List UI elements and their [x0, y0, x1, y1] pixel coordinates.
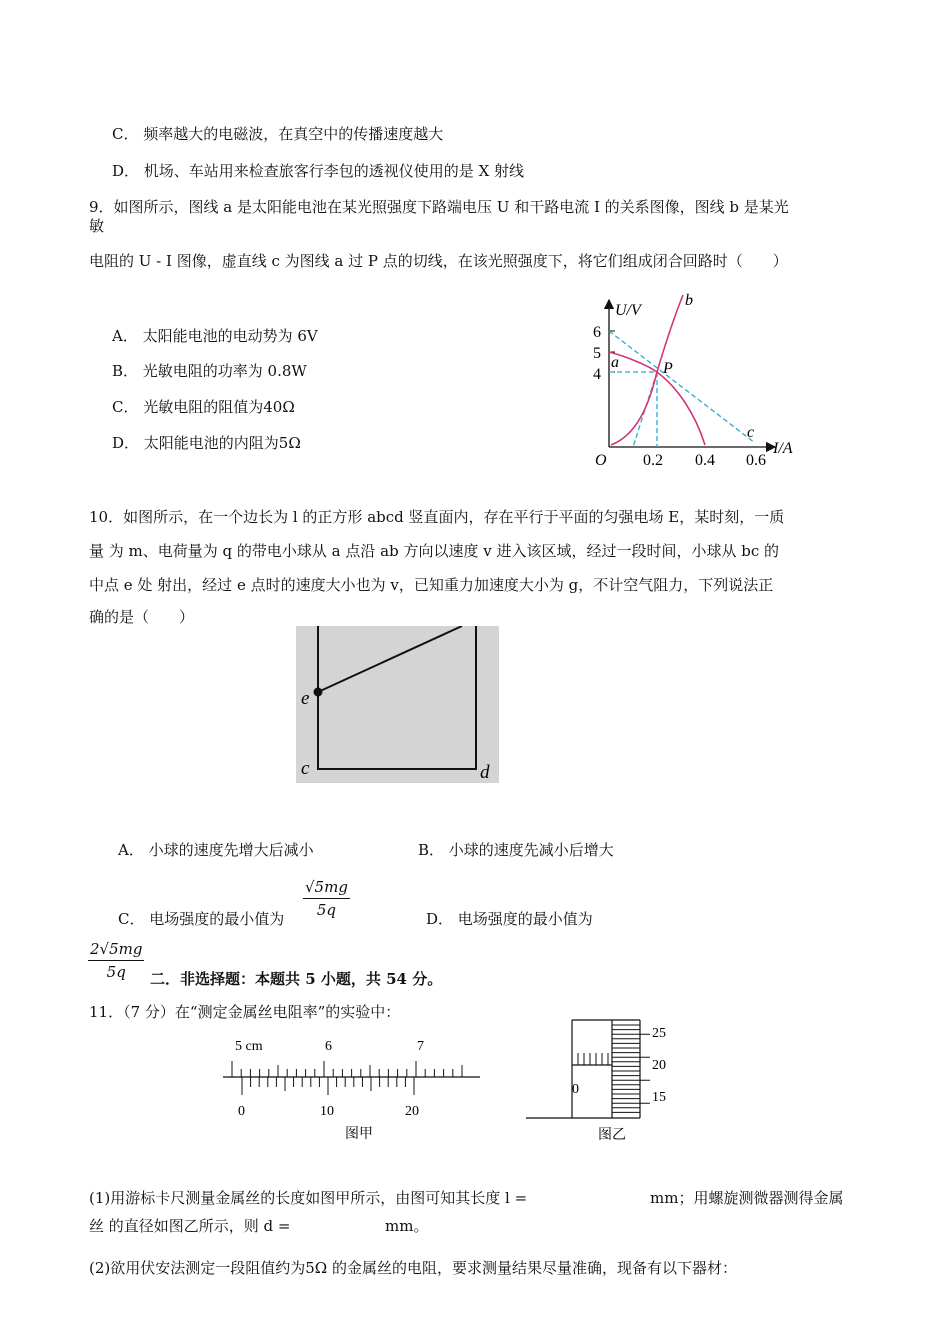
vernier-caliper-figure	[215, 1035, 490, 1147]
fig-label-d: d	[480, 762, 490, 783]
q11-part1-line1a: (1)用游标卡尺测量金属丝的长度如图甲所示，由图可知其长度 l =	[89, 1189, 528, 1207]
q10-option-a: A． 小球的速度先增大后减小	[118, 841, 314, 859]
q9-stem-line2: 敏	[89, 217, 105, 235]
fraction-denominator: 5q	[106, 963, 126, 981]
label-b: b	[685, 292, 693, 309]
main-scale-label-5cm: 5 cm	[235, 1039, 263, 1054]
fraction-numerator: 2√5mg	[88, 940, 144, 961]
q10-stem-line1: 10．如图所示，在一个边长为 l 的正方形 abcd 竖直面内，存在平行于平面的匀强电场 E，某时刻，一质	[89, 508, 785, 526]
micrometer-figure	[522, 1015, 692, 1147]
q10-option-d: D． 电场强度的最小值为	[426, 910, 593, 928]
q10-option-c: C． 电场强度的最小值为	[118, 910, 285, 928]
thimble-label-20: 20	[652, 1058, 666, 1073]
q9-ui-graph	[585, 285, 810, 475]
q11-stem: 11．（7 分）在“测定金属丝电阻率”的实验中：	[89, 1003, 401, 1021]
vernier-label-0: 0	[238, 1104, 245, 1119]
y-tick-4: 4	[593, 366, 601, 383]
fraction-numerator: √5mg	[303, 878, 350, 899]
point-e	[314, 688, 323, 697]
origin-label: O	[595, 452, 607, 469]
q8-option-c: C． 频率越大的电磁波，在真空中的传播速度越大	[112, 125, 444, 143]
micrometer-zero-label: 0	[572, 1082, 579, 1097]
label-P: P	[663, 360, 673, 377]
q9-option-d: D． 太阳能电池的内阻为5Ω	[112, 434, 301, 452]
vernier-label-20: 20	[405, 1104, 419, 1119]
q11-part2: (2)欲用伏安法测定一段阻值约为5Ω 的金属丝的电阻，要求测量结果尽量准确，现备有以下器材：	[89, 1259, 737, 1277]
vernier-label-10: 10	[320, 1104, 334, 1119]
main-scale-label-7: 7	[417, 1039, 424, 1054]
q8-option-d: D． 机场、车站用来检查旅客行李包的透视仪使用的是 X 射线	[112, 162, 525, 180]
figure-caption-yi: 图乙	[598, 1128, 626, 1143]
q9-stem-line1: 9．如图所示，图线 a 是太阳能电池在某光照强度下路端电压 U 和干路电流 I 的关系图像，图线 b 是某光	[89, 198, 789, 216]
q9-option-a: A． 太阳能电池的电动势为 6V	[112, 327, 318, 345]
q9-option-b: B． 光敏电阻的功率为 0.8W	[112, 362, 307, 380]
q11-part1-line2b: mm。	[385, 1217, 429, 1235]
q9-stem-line3: 电阻的 U - I 图像，虚直线 c 为图线 a 过 P 点的切线，在该光照强度下，将它们组成闭合回路时（ ）	[89, 252, 788, 270]
q10-stem-line2: 量 为 m、电荷量为 q 的带电小球从 a 点沿 ab 方向以速度 v 进入该区域，经过一段时间，小球从 bc 的	[89, 542, 780, 560]
q10-option-b: B． 小球的速度先减小后增大	[418, 841, 614, 859]
q10-option-d-fraction	[88, 940, 144, 981]
q10-option-c-fraction	[303, 878, 350, 919]
y-tick-5: 5	[593, 345, 601, 362]
q9-option-c: C． 光敏电阻的阻值为40Ω	[112, 398, 295, 416]
x-tick-04: 0.4	[695, 452, 715, 469]
figure-caption-jia: 图甲	[345, 1127, 373, 1142]
label-c: c	[747, 424, 755, 441]
fraction-denominator: 5q	[316, 901, 337, 919]
y-axis-label: U/V	[615, 302, 641, 319]
label-a: a	[611, 354, 619, 371]
thimble-label-15: 15	[652, 1090, 666, 1105]
q10-stem-line3: 中点 e 处 射出，经过 e 点时的速度大小也为 v，已知重力加速度大小为 g，不计空气阻力，下列说法正	[89, 576, 774, 594]
fig-label-e: e	[301, 688, 310, 709]
thimble-label-25: 25	[652, 1026, 666, 1041]
main-scale-label-6: 6	[325, 1039, 332, 1054]
q11-part1-line2a: 丝 的直径如图乙所示，则 d =	[89, 1217, 291, 1235]
q10-square-figure	[296, 626, 499, 783]
x-tick-02: 0.2	[643, 452, 663, 469]
x-axis-label: I/A	[773, 440, 793, 457]
tangent-line-c	[609, 331, 755, 443]
y-tick-6: 6	[593, 324, 601, 341]
q11-part1-line1b: mm；用螺旋测微器测得金属	[650, 1189, 844, 1207]
x-tick-06: 0.6	[746, 452, 766, 469]
q10-stem-line4: 确的是（ ）	[89, 608, 195, 626]
section-2-heading: 二．非选择题：本题共 5 小题，共 54 分。	[150, 970, 443, 988]
fig-label-c: c	[301, 758, 310, 779]
